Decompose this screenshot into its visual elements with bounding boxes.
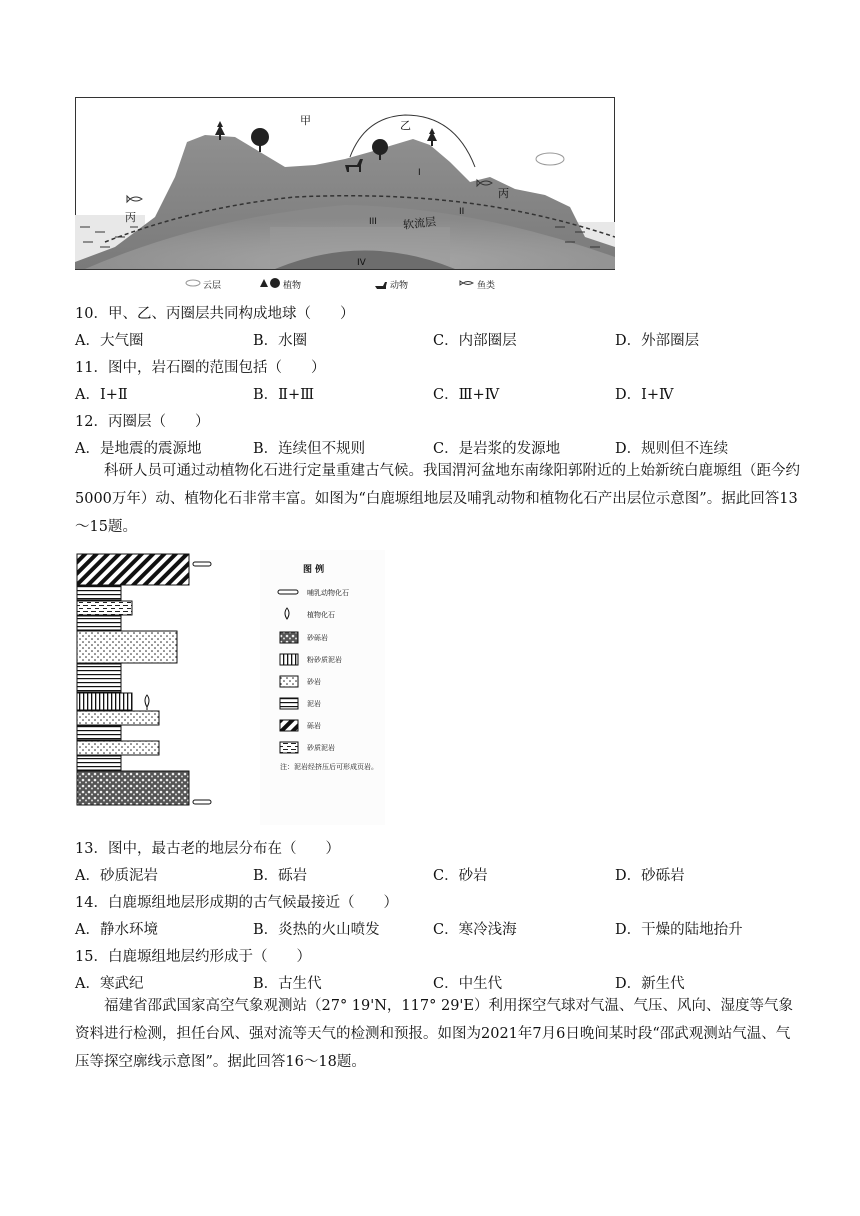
label-layer-IV: IV <box>357 258 366 268</box>
option-d[interactable]: D．外部圈层 <box>615 333 700 349</box>
legend-leaf-label: 植物化石 <box>307 611 335 619</box>
legend-cloud-label: 云层 <box>203 281 222 291</box>
question-12-stem: 12．丙圈层（ ） <box>75 414 210 430</box>
legend-sandy-conglomerate-label: 砂砾岩 <box>307 634 328 642</box>
option-d[interactable]: D．干燥的陆地抬升 <box>615 922 743 938</box>
legend-fish-label: 鱼类 <box>477 281 496 291</box>
legend-conglomerate-label: 砾岩 <box>307 722 321 730</box>
option-a[interactable]: A．Ⅰ+Ⅱ <box>75 387 128 403</box>
option-b[interactable]: B．水圈 <box>253 333 308 349</box>
option-c[interactable]: C．中生代 <box>433 976 503 992</box>
label-layer-III: III <box>369 217 377 227</box>
option-c[interactable]: C．寒冷浅海 <box>433 922 517 938</box>
legend-sandy-mudstone-label: 砂质泥岩 <box>307 744 335 752</box>
question-10-stem: 10．甲、乙、丙圈层共同构成地球（ ） <box>75 306 355 322</box>
option-a[interactable]: A．大气圈 <box>75 333 144 349</box>
question-14-stem: 14．白鹿塬组地层形成期的古气候最接近（ ） <box>75 895 398 911</box>
option-a[interactable]: A．砂质泥岩 <box>75 868 158 884</box>
legend-mudstone-label: 泥岩 <box>307 700 321 708</box>
label-bing-left: 丙 <box>125 211 136 224</box>
label-layer-I: I <box>418 168 421 178</box>
legend-title: 图 例 <box>303 565 325 575</box>
question-11-stem: 11．图中，岩石圈的范围包括（ ） <box>75 360 326 376</box>
option-d[interactable]: D．新生代 <box>615 976 685 992</box>
option-b[interactable]: B．炎热的火山喷发 <box>253 922 380 938</box>
option-c[interactable]: C．内部圈层 <box>433 333 517 349</box>
option-d[interactable]: D．规则但不连续 <box>615 441 729 457</box>
option-a[interactable]: A．静水环境 <box>75 922 158 938</box>
option-b[interactable]: B．古生代 <box>253 976 322 992</box>
option-c[interactable]: C．Ⅲ+Ⅳ <box>433 387 500 403</box>
legend-animal-label: 动物 <box>390 281 409 291</box>
option-b[interactable]: B．Ⅱ+Ⅲ <box>253 387 315 403</box>
option-d[interactable]: D．砂砾岩 <box>615 868 685 884</box>
question-15-options <box>75 972 795 992</box>
option-b[interactable]: B．砾岩 <box>253 868 308 884</box>
question-12-options <box>75 437 795 457</box>
option-a[interactable]: A．寒武纪 <box>75 976 144 992</box>
question-13-options <box>75 864 795 884</box>
legend-plant-label: 植物 <box>283 281 302 291</box>
legend-note: 注：泥岩经挤压后可形成页岩。 <box>280 763 378 771</box>
label-asthenosphere: 软流层 <box>402 215 437 232</box>
label-layer-II: II <box>459 207 465 217</box>
question-14-options <box>75 918 795 938</box>
earth-spheres-diagram <box>75 97 615 297</box>
legend-bone-label: 哺乳动物化石 <box>307 589 349 597</box>
option-a[interactable]: A．是地震的震源地 <box>75 441 202 457</box>
question-15-stem: 15．白鹿塬组地层约形成于（ ） <box>75 949 311 965</box>
label-yi: 乙 <box>400 119 411 132</box>
label-bing-right: 丙 <box>498 187 509 200</box>
label-jia: 甲 <box>300 114 311 127</box>
legend-silty-mudstone-label: 粉砂质泥岩 <box>307 656 342 664</box>
option-c[interactable]: C．砂岩 <box>433 868 488 884</box>
option-d[interactable]: D．Ⅰ+Ⅳ <box>615 387 674 403</box>
passage-13-15: 科研人员可通过动植物化石进行定量重建古气候。我国渭河盆地东南缘阳郭附近的上始新统白鹿塬组（距今约5000万年）动、植物化石非常丰富。如图为“白鹿塬组地层及哺乳动物和植物化石产出层位示意图”。据此回答13～15题。 <box>75 463 800 535</box>
option-c[interactable]: C．是岩浆的发源地 <box>433 441 561 457</box>
question-10-options <box>75 329 795 349</box>
question-11-options <box>75 383 795 403</box>
question-13-stem: 13．图中，最古老的地层分布在（ ） <box>75 841 340 857</box>
option-b[interactable]: B．连续但不规则 <box>253 441 366 457</box>
strata-column-diagram <box>75 550 385 825</box>
passage-16-18: 福建省邵武国家高空气象观测站（27° 19'N，117° 29'E）利用探空气球对气温、气压、风向、湿度等气象资料进行检测，担任台风、强对流等天气的检测和预报。如图为2021年7月6日晚间某时段“邵武观测站气温、气压等探空廓线示意图”。据此回答16～18题。 <box>75 998 793 1070</box>
legend-sandstone-label: 砂岩 <box>307 678 321 686</box>
